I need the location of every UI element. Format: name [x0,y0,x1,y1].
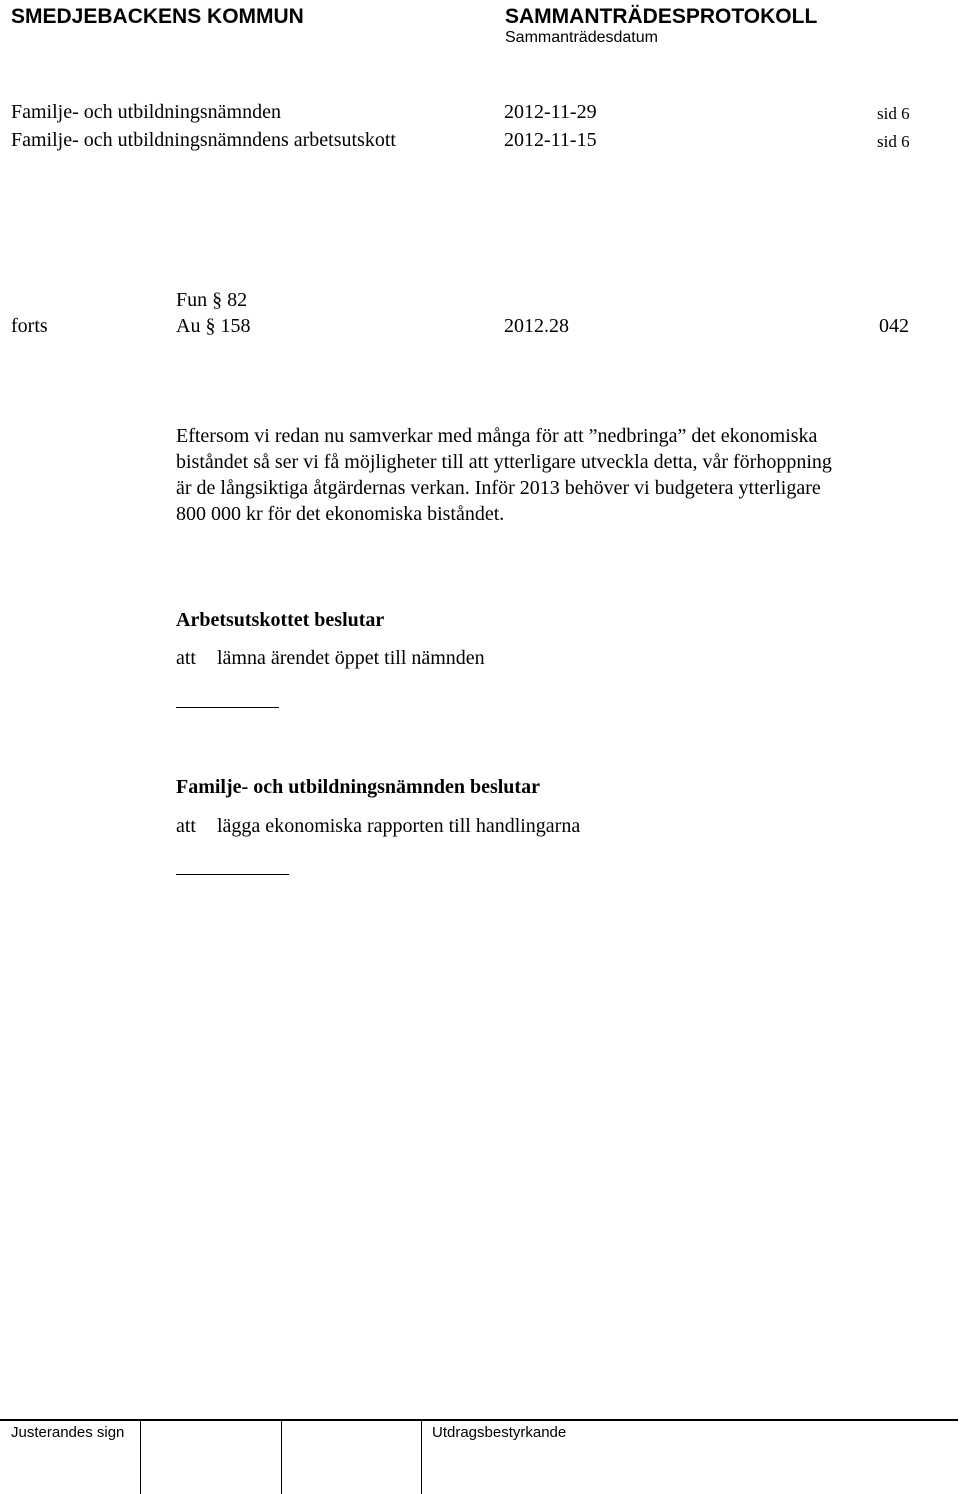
document-type: SAMMANTRÄDESPROTOKOLL [505,5,818,28]
body-line: är de långsiktiga åtgärdernas verkan. Inför 2013 behöver vi budgetera ytterligare [176,477,821,499]
decision-heading: Familje- och utbildningsnämnden beslutar [176,776,540,798]
separator-line [176,707,279,708]
body-line: 800 000 kr för det ekonomiska biståndet. [176,503,505,525]
footer-top-rule [0,1419,958,1421]
fun-paragraph: Fun § 82 [176,289,248,311]
meeting-date: 2012-11-29 [504,101,597,123]
au-paragraph: Au § 158 [176,315,251,337]
body-line: Eftersom vi redan nu samverkar med många för att ”nedbringa” det ekonomiska [176,425,818,447]
footer-divider [421,1420,422,1494]
att-label: att [176,815,196,837]
meeting-date: 2012-11-15 [504,129,597,151]
page-number: sid 6 [877,104,910,123]
meeting-body: Familje- och utbildningsnämnden [11,101,281,123]
decision-heading: Arbetsutskottet beslutar [176,609,385,631]
meeting-body: Familje- och utbildningsnämndens arbetsutskott [11,129,396,151]
meeting-date-label: Sammanträdesdatum [505,29,658,46]
classification-code: 042 [879,315,909,337]
diary-number: 2012.28 [504,315,569,337]
decision-text: lämna ärendet öppet till nämnden [217,647,485,669]
utdragsbestyrkande-label: Utdragsbestyrkande [432,1424,567,1441]
page-number: sid 6 [877,132,910,151]
municipality-name: SMEDJEBACKENS KOMMUN [11,5,304,28]
footer-divider [140,1420,141,1494]
justerandes-sign-label: Justerandes sign [11,1424,125,1441]
footer-divider [281,1420,282,1494]
decision-text: lägga ekonomiska rapporten till handlingarna [217,815,581,837]
forts-label: forts [11,315,48,337]
body-line: biståndet så ser vi få möjligheter till att ytterligare utveckla detta, vår förhoppning [176,451,832,473]
att-label: att [176,647,196,669]
separator-line [176,874,289,875]
